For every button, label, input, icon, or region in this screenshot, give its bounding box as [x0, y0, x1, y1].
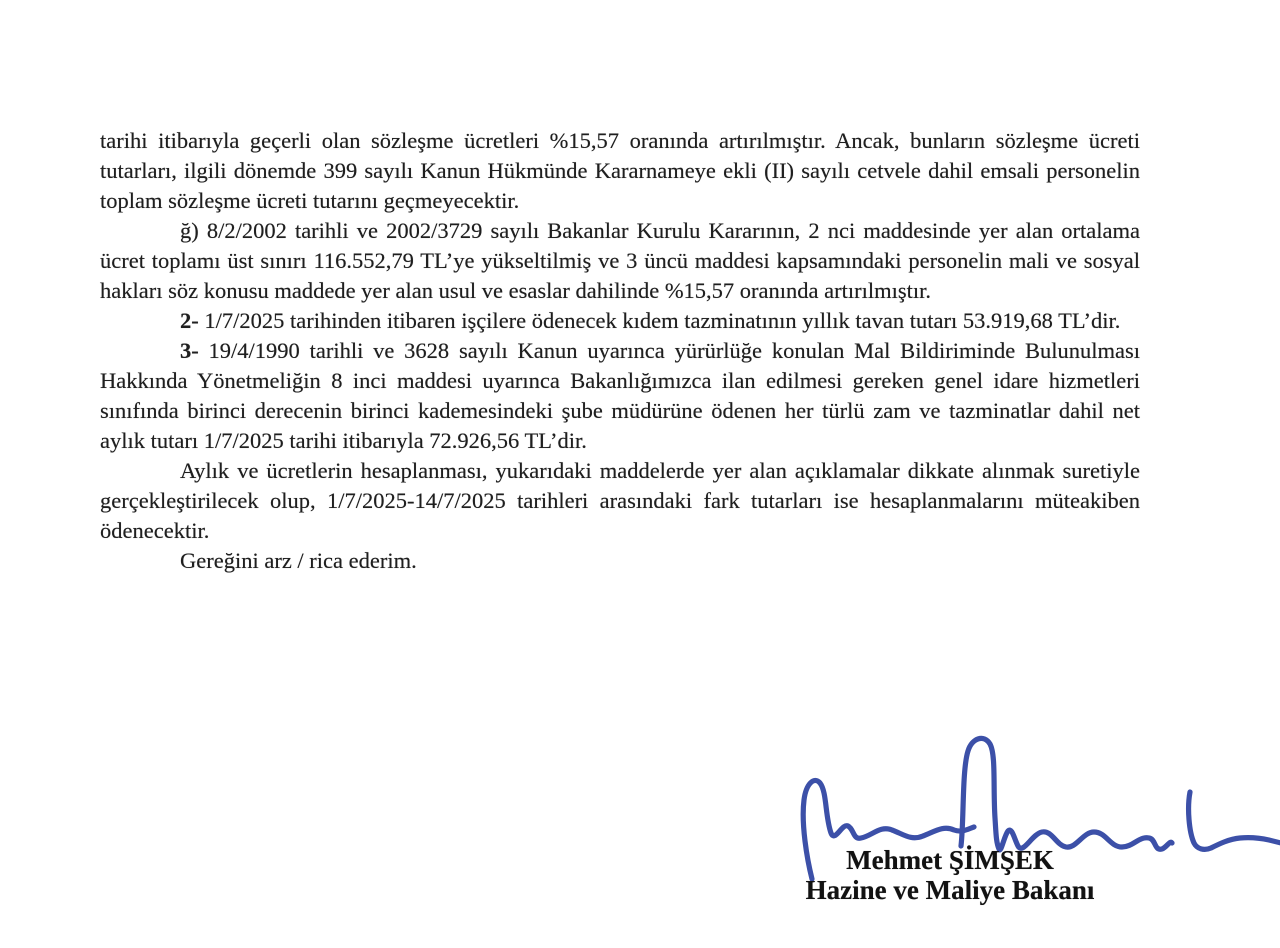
signatory-block: [766, 845, 1134, 905]
handwritten-signature-ink: [793, 726, 1280, 881]
paragraph-item-g: ğ) 8/2/2002 tarihli ve 2002/3729 sayılı Bakanlar Kurulu Kararının, 2 nci maddesinde yer alan ortalama ücret toplamı üst sınırı 116.552,79 TL’ye yükseltilmiş ve 3 üncü maddesi kapsamındaki personelin mali ve sosyal hakları söz konusu maddede yer alan usul ve esaslar dahilinde %15,57 oranında artırılmıştır.: [100, 218, 1140, 303]
signatory-name: Mehmet ŞİMŞEK: [846, 845, 1054, 875]
signatory-title: Hazine ve Maliye Bakanı: [805, 875, 1095, 905]
document-body: [100, 126, 1140, 576]
item-3-text: 19/4/1990 tarihli ve 3628 sayılı Kanun uyarınca yürürlüğe konulan Mal Bildiriminde Bulunulması Hakkında Yönetmeliğin 8 inci maddesi uyarınca Bakanlığımızca ilan edilmesi gereken genel idare hizmetleri sınıfında birinci derecenin birinci kademesindeki şube müdürüne ödenen her türlü zam ve tazminatlar dahil net aylık tutarı 1/7/2025 tarihi itibarıyla 72.926,56 TL’dir.: [100, 338, 1140, 453]
signature-stroke-left: [803, 780, 974, 879]
paragraph-item-3: [100, 336, 1140, 456]
item-3-number: 3-: [180, 338, 199, 363]
item-2-text: 1/7/2025 tarihinden itibaren işçilere ödenecek kıdem tazminatının yıllık tavan tutarı 53.919,68 TL’dir.: [198, 308, 1121, 333]
signature-stroke-right: [1189, 792, 1280, 849]
paragraph-payment-calculation: Aylık ve ücretlerin hesaplanması, yukarıdaki maddelerde yer alan açıklamalar dikkate alınmak suretiyle gerçekleştirilecek olup, 1/7/2025-14/7/2025 tarihleri arasındaki fark tutarları ise hesaplanmalarını müteakiben ödenecektir.: [100, 458, 1140, 543]
paragraph-continuation: tarihi itibarıyla geçerli olan sözleşme ücretleri %15,57 oranında artırılmıştır. Ancak, bunların sözleşme ücreti tutarları, ilgili dönemde 399 sayılı Kanun Hükmünde Kararnameye ekli (II) sayılı cetvele dahil emsali personelin toplam sözleşme ücreti tutarını geçmeyecektir.: [100, 128, 1140, 213]
closing-line: Gereğini arz / rica ederim.: [180, 548, 417, 573]
item-2-number: 2-: [180, 308, 199, 333]
paragraph-item-2: [100, 306, 1140, 336]
signature-stroke-middle: [961, 738, 1172, 849]
